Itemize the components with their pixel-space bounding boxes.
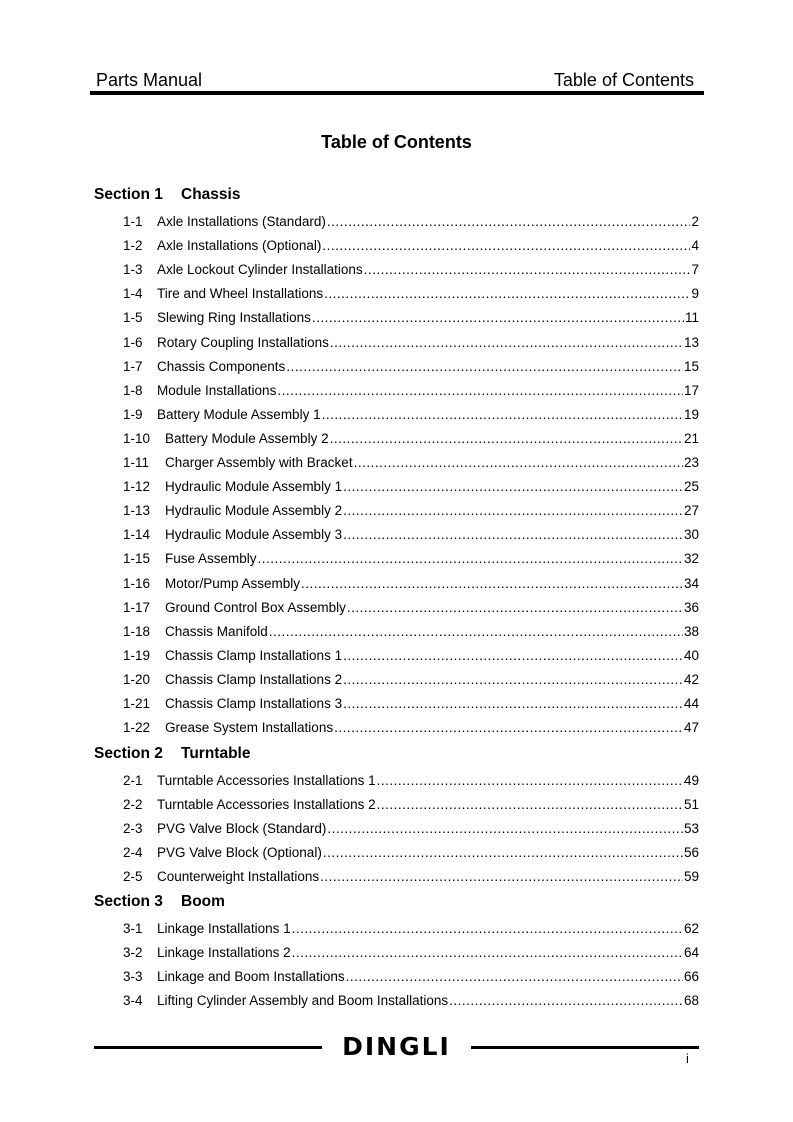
toc-entry-title: Battery Module Assembly 1 [157, 406, 321, 422]
toc-entry-leader [449, 993, 683, 1008]
toc-entry-leader [343, 527, 683, 542]
toc-entry-title: Slewing Ring Installations [157, 310, 311, 326]
toc-entry-title: Motor/Pump Assembly [165, 575, 301, 591]
toc-entry[interactable] [123, 335, 699, 353]
toc-entry-leader [364, 262, 691, 277]
toc-entry[interactable] [123, 993, 699, 1011]
toc-entry-number: 3-1 [123, 921, 143, 936]
toc-entry-number: 1-6 [123, 334, 143, 350]
toc-entry-page: 68 [683, 993, 699, 1009]
toc-entry-page: 49 [683, 773, 699, 788]
section-heading [94, 745, 250, 763]
toc-entry-page: 15 [683, 358, 699, 374]
section-heading [94, 893, 225, 911]
toc-entry-number: 1-11 [123, 455, 150, 470]
header-rule [90, 91, 704, 95]
toc-entry-title: Linkage Installations 2 [157, 945, 291, 961]
toc-entry-page: 42 [683, 671, 699, 687]
toc-entry[interactable] [123, 262, 699, 280]
toc-entry-page: 62 [683, 921, 699, 936]
toc-entry-leader [377, 773, 683, 788]
toc-entry-leader [269, 624, 683, 639]
toc-entry-title: Charger Assembly with Bracket [165, 455, 353, 470]
toc-entry-page: 56 [683, 845, 699, 861]
toc-entry-leader [346, 969, 683, 984]
page-title: Table of Contents [321, 132, 472, 152]
toc-entry-page: 53 [683, 821, 699, 837]
section-name: Turntable [181, 745, 251, 762]
toc-entry[interactable] [123, 383, 699, 401]
toc-entry-page: 9 [691, 286, 699, 302]
page-number: i [686, 1051, 689, 1066]
toc-entry[interactable] [123, 359, 699, 377]
toc-entry[interactable] [123, 869, 699, 887]
toc-entry-title: Hydraulic Module Assembly 2 [165, 503, 343, 519]
toc-entry-number: 1-12 [123, 479, 151, 495]
toc-entry-leader [343, 696, 683, 711]
toc-entry-title: Linkage and Boom Installations [157, 969, 345, 985]
toc-entry-title: Turntable Accessories Installations 2 [157, 797, 376, 813]
toc-entry-title: Axle Installations (Standard) [157, 214, 326, 229]
toc-entry-page: 36 [683, 599, 699, 615]
toc-entry-page: 4 [691, 238, 699, 254]
footer-rule-right [471, 1046, 699, 1049]
toc-entry[interactable] [123, 821, 699, 839]
toc-entry-leader [343, 479, 683, 494]
toc-entry-title: PVG Valve Block (Optional) [157, 845, 322, 861]
toc-entry-title: Linkage Installations 1 [157, 921, 291, 936]
toc-entry-title: Turntable Accessories Installations 1 [157, 773, 376, 788]
toc-entry[interactable] [123, 576, 699, 594]
toc-entry[interactable] [123, 720, 699, 738]
toc-entry-number: 3-2 [123, 945, 143, 961]
toc-entry-number: 2-4 [123, 845, 143, 861]
toc-entry-page: 23 [683, 455, 699, 470]
section-name: Boom [181, 893, 225, 910]
toc-entry-page: 40 [683, 647, 699, 663]
toc-entry[interactable] [123, 431, 699, 449]
toc-entry-number: 1-22 [123, 720, 151, 736]
section-heading [94, 186, 240, 204]
toc-entry[interactable] [123, 672, 699, 690]
toc-entry-leader [343, 672, 683, 687]
toc-entry-number: 1-10 [123, 430, 151, 446]
toc-entry[interactable] [123, 797, 699, 815]
toc-entry-title: Hydraulic Module Assembly 3 [165, 527, 343, 543]
toc-entry-number: 1-3 [123, 262, 143, 278]
header-left-label: Parts Manual [96, 70, 203, 90]
toc-entry-number: 1-8 [123, 382, 143, 398]
toc-entry-page: 59 [683, 869, 699, 885]
toc-entry-number: 1-18 [123, 623, 151, 639]
toc-entry[interactable] [123, 624, 699, 642]
toc-entry-number: 1-13 [123, 503, 151, 519]
toc-entry[interactable] [123, 945, 699, 963]
toc-entry-page: 44 [683, 696, 699, 711]
toc-entry-number: 3-4 [123, 993, 143, 1009]
toc-entry-number: 1-9 [123, 406, 143, 422]
toc-entry-title: Module Installations [157, 382, 277, 398]
toc-entry-number: 1-17 [123, 599, 151, 615]
toc-entry[interactable] [123, 214, 699, 232]
toc-entry[interactable] [123, 407, 699, 425]
toc-entry-title: Hydraulic Module Assembly 1 [165, 479, 343, 495]
toc-entry-number: 1-21 [123, 696, 151, 711]
footer-rule-left [94, 1046, 322, 1049]
toc-entry-page: 21 [683, 430, 699, 446]
toc-entry-page: 32 [683, 551, 699, 567]
toc-entry-number: 2-5 [123, 869, 143, 885]
toc-entry[interactable] [123, 921, 699, 939]
toc-entry-number: 1-5 [123, 310, 143, 326]
toc-entry-title: Ground Control Box Assembly [165, 599, 346, 615]
toc-entry-number: 2-1 [123, 773, 143, 788]
toc-entry-page: 34 [683, 575, 699, 591]
toc-entry-leader [324, 286, 690, 301]
section-number: Section 3 [94, 893, 163, 910]
toc-entry-title: Chassis Clamp Installations 2 [165, 671, 343, 687]
toc-entry-page: 13 [683, 334, 699, 350]
toc-entry-number: 1-1 [123, 214, 143, 229]
toc-entry-leader [354, 455, 683, 470]
toc-entry-number: 1-19 [123, 647, 151, 663]
toc-entry-number: 1-4 [123, 286, 143, 302]
toc-entry-leader [258, 551, 683, 566]
footer-logo: DINGLI [342, 1032, 451, 1061]
toc-entry-leader [277, 383, 683, 398]
toc-entry[interactable] [123, 773, 699, 791]
toc-entry-page: 2 [691, 214, 699, 229]
toc-entry-leader [377, 797, 683, 812]
toc-entry-number: 1-15 [123, 551, 151, 567]
section-name: Chassis [181, 186, 241, 203]
toc-entry[interactable] [123, 455, 699, 473]
toc-entry-title: Fuse Assembly [165, 551, 257, 567]
toc-entry-title: Axle Lockout Cylinder Installations [157, 262, 363, 278]
toc-entry[interactable] [123, 969, 699, 987]
section-number: Section 1 [94, 186, 163, 203]
toc-entry[interactable] [123, 238, 699, 256]
toc-entry-leader [334, 720, 683, 735]
toc-entry-title: Rotary Coupling Installations [157, 334, 329, 350]
toc-entry-leader [292, 921, 683, 936]
toc-entry[interactable] [123, 600, 699, 618]
toc-entry-leader [327, 821, 683, 836]
toc-entry[interactable] [123, 503, 699, 521]
toc-entry-title: Axle Installations (Optional) [157, 238, 322, 254]
toc-entry-leader [301, 576, 683, 591]
toc-entry-number: 2-2 [123, 797, 143, 813]
toc-entry-page: 19 [683, 406, 699, 422]
toc-entry-page: 11 [684, 310, 699, 326]
toc-entry-page: 64 [683, 945, 699, 961]
toc-entry[interactable] [123, 696, 699, 714]
toc-entry-leader [292, 945, 683, 960]
section-number: Section 2 [94, 745, 163, 762]
toc-entry-leader [312, 310, 684, 325]
toc-entry-page: 7 [691, 262, 699, 278]
toc-entry-page: 17 [683, 382, 699, 398]
toc-entry-leader [330, 431, 683, 446]
toc-entry-title: Chassis Components [157, 358, 286, 374]
toc-entry-title: Chassis Clamp Installations 1 [165, 647, 343, 663]
toc-entry[interactable] [123, 479, 699, 497]
toc-entry[interactable] [123, 551, 699, 569]
toc-entry-page: 47 [683, 720, 699, 736]
toc-entry-leader [343, 648, 683, 663]
toc-entry-leader [320, 869, 683, 884]
toc-entry-page: 25 [683, 479, 699, 495]
toc-entry[interactable] [123, 527, 699, 545]
toc-entry-number: 1-7 [123, 358, 143, 374]
toc-entry-page: 51 [683, 797, 699, 813]
toc-entry-title: Chassis Clamp Installations 3 [165, 696, 343, 711]
header-right-label: Table of Contents [553, 70, 694, 90]
toc-entry-title: Counterweight Installations [157, 869, 320, 885]
toc-entry-title: Chassis Manifold [165, 623, 268, 639]
toc-entry-title: PVG Valve Block (Standard) [157, 821, 327, 837]
toc-entry-number: 1-14 [123, 527, 151, 543]
toc-entry-title: Grease System Installations [165, 720, 334, 736]
toc-entry-number: 1-2 [123, 238, 143, 254]
toc-entry-leader [323, 845, 683, 860]
toc-entry[interactable] [123, 845, 699, 863]
toc-entry-leader [343, 503, 683, 518]
toc-entry-leader [286, 359, 683, 374]
toc-entry-page: 30 [683, 527, 699, 543]
toc-entry-title: Battery Module Assembly 2 [165, 430, 329, 446]
toc-entry-leader [322, 238, 690, 253]
toc-entry-title: Lifting Cylinder Assembly and Boom Installations [157, 993, 449, 1009]
toc-entry-leader [322, 407, 683, 422]
toc-entry-title: Tire and Wheel Installations [157, 286, 324, 302]
toc-entry-number: 1-20 [123, 671, 151, 687]
toc-entry-page: 38 [683, 623, 699, 639]
toc-entry-page: 27 [683, 503, 699, 519]
toc-entry-leader [347, 600, 683, 615]
toc-entry-leader [330, 335, 683, 350]
toc-entry-page: 66 [683, 969, 699, 985]
toc-entry-number: 1-16 [123, 575, 151, 591]
toc-entry[interactable] [123, 286, 699, 304]
toc-entry-number: 2-3 [123, 821, 143, 837]
toc-entry-number: 3-3 [123, 969, 143, 985]
toc-entry[interactable] [123, 310, 699, 328]
toc-entry-leader [327, 214, 691, 229]
toc-entry[interactable] [123, 648, 699, 666]
